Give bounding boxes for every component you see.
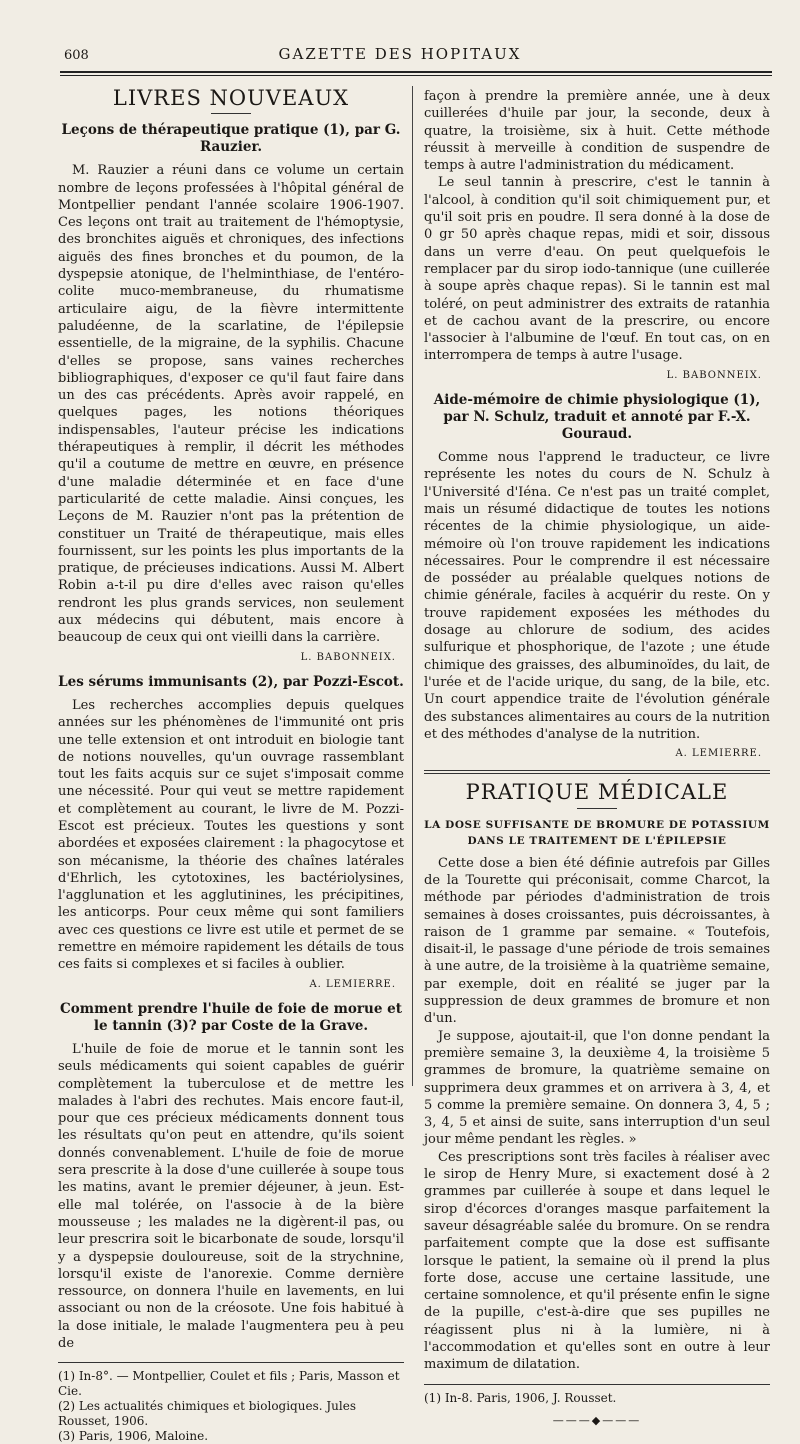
- book-title: Leçons de thérapeutique pratique (1), par G. Rauzier.: [61, 122, 401, 156]
- footnote: (1) In-8°. — Montpellier, Coulet et fils ; Paris, Masson et Cie.: [58, 1369, 400, 1399]
- column-divider: [412, 86, 413, 1086]
- footnote: (1) In-8. Paris, 1906, J. Rousset.: [424, 1390, 617, 1405]
- title-underline: [211, 113, 251, 114]
- running-title: GAZETTE DES HOPITAUX: [278, 45, 522, 63]
- review-body: L'huile de foie de morue et le tannin sont les seuls médicaments qui soient capables de guérir complètement la tuberculose et de mettre les malades à l'abri des rechutes. Mais encore faut-il, pour que ces précieux médicaments donnent tous les résultats qu'on peut en attendre, qu'ils soient donnés convenablement. L'huile de foie de morue sera prescrite à la dose d'une cuillerée à soupe tous les matins, avant le premier déjeuner, à jeun. Est-elle mal tolérée, on l'associe à de la bière mousseuse ; les malades ne la digèrent-il pas, ou leur prescrira soit le bicarbonate de soude, lorsqu'il y a dyspepsie douloureuse, soit de la strychnine, lorsqu'il existe de l'anorexie. Comme dernière ressource, on donnera l'huile en lavements, en lui associant ou non de la créosote. Une fois habitué à la dose initiale, le malade l'augmentera peu à peu de: [58, 1041, 404, 1351]
- review-signature: L. BABONNEIX.: [300, 651, 396, 663]
- review-body: Les recherches accomplies depuis quelques années sur les phénomènes de l'immunité ont pris une telle extension et ont introduit en biologie tant de notions nouvelles, qu'un ouvrage rassemblant tout les faits acquis sur ce sujet s'imposait comme une nécessité. Pour qui veut se mettre rapidement et complètement au courant, le livre de M. Pozzi-Escot est précieux. Toutes les questions y sont abordées et exposées clairement : la phagocytose et son mécanisme, la théorie des chaînes latérales d'Ehrlich, les cytotoxines, les bactériolysines, l'agglunation et les agglutinines, les précipitines, les anticorps. Pour ceux même qui sont familiers avec ces questions ce livre est utile et permet de se remettre en mémoire rapidement les détails de tous ces faits si complexes et si faciles à oublier.: [58, 697, 404, 973]
- footnote-rule: [58, 1362, 404, 1363]
- footnote: (2) Les actualités chimiques et biologiques. Jules Rousset, 1906.: [58, 1399, 356, 1429]
- section-title-livres: LIVRES NOUVEAUX: [112, 86, 350, 110]
- right-column: [424, 88, 770, 1429]
- page-number: 608: [64, 48, 89, 63]
- review-body-continued: façon à prendre la première année, une à deux cuillerées d'huile par jour, la seconde, deux à quatre, la troisième, six à huit. Cette méthode réussit à merveille à condition de suspendre de temps à autre l'administration du médicament.: [424, 89, 770, 174]
- article-title-line: DANS LE TRAITEMENT DE L'ÉPILEPSIE: [467, 834, 727, 847]
- section-title-pratique: PRATIQUE MÉDICALE: [465, 780, 729, 805]
- review-signature: A. LEMIERRE.: [309, 978, 396, 990]
- book-title: Comment prendre l'huile de foie de morue et le tannin (3)? par Coste de la Grave.: [60, 1000, 402, 1034]
- left-column: [58, 88, 404, 1444]
- footnotes: [58, 1369, 404, 1444]
- title-underline: [577, 808, 617, 809]
- review-body: Comme nous l'apprend le traducteur, ce livre représente les notes du cours de N. Schulz à l'Université d'Iéna. Ce n'est pas un traité complet, mais un résumé didactique de toutes les notions récentes de la chimie physiologique, un aide-mémoire où l'on trouve rapidement les indications nécessaires. Pour le comprendre il est nécessaire de posséder au préalable quelques notions de chimie générale, faciles à acquérir du reste. On y trouve rapidement exposées les méthodes du dosage au chlorure de sodium, des acides sulfurique et phosphorique, de l'azote ; une étude chimique des graisses, des albuminoïdes, du lait, de l'urée et de l'acide urique, du sang, de la bile, etc. Un court appendice traite de l'évolution générale des substances alimentaires au cours de la nutrition et des méthodes d'analyse de la nutrition.: [424, 450, 770, 742]
- section-separator: [424, 770, 770, 774]
- article-paragraph: Cette dose a bien été définie autrefois par Gilles de la Tourette qui préconisait, comme Charcot, la méthode par périodes d'administration de trois semaines à doses croissantes, puis décroissantes, à raison de 1 gramme par semaine. « Toutefois, disait-il, le passage d'une période de trois semaines à une autre, de la troisième à la quatrième semaine, par exemple, doit en réalité se juger par la suppression de deux grammes de bromure et non d'un.: [424, 855, 770, 1027]
- book-title: Les sérums immunisants (2), par Pozzi-Escot.: [58, 673, 404, 690]
- header-rule-thin: [60, 75, 772, 76]
- footnote: (3) Paris, 1906, Maloine.: [58, 1429, 209, 1444]
- article-paragraph: Je suppose, ajoutait-il, que l'on donne pendant la première semaine 3, la deuxième 4, la troisième 5 grammes de bromure, la quatrième semaine on supprimera deux grammes et on arrivera à 3, 4, et 5 comme la première semaine. On donnera 3, 4, 5 ; 3, 4, 5 et ainsi de suite, sans interruption d'un seul jour même pendant les règles. »: [424, 1028, 770, 1148]
- review-signature: A. LEMIERRE.: [675, 748, 762, 760]
- end-ornament: ———◆———: [552, 1413, 642, 1427]
- review-signature: L. BABONNEIX.: [666, 369, 762, 381]
- footnote-rule: [424, 1384, 770, 1385]
- review-body-continued: Le seul tannin à prescrire, c'est le tannin à l'alcool, à condition qu'il soit chimiquement pur, et qu'il soit pris en poudre. Il sera donné à la dose de 0 gr 50 après chaque repas, midi et soir, dissous dans un verre d'eau. On peut quelquefois le remplacer par du sirop iodo-tannique (une cuillerée à soupe après chaque repas). Si le tannin est mal toléré, on peut administrer des extraits de ratanhia et de cachou avant de la prescrire, ou encore l'associer à l'albumine de l'œuf. En tout cas, on en interrompera de temps à autre l'usage.: [424, 175, 770, 364]
- review-body: M. Rauzier a réuni dans ce volume un certain nombre de leçons professées à l'hôpital général de Montpellier pendant l'année scolaire 1906-1907. Ces leçons ont trait au traitement de l'hémoptysie, des bronchites aiguës et chroniques, des infections aiguës des fines bronches et du poumon, de la dyspepsie atonique, de l'helminthiase, de l'entéro-colite muco-membraneuse, du rhumatisme articulaire aigu, de la fièvre intermittente paludéenne, de la scarlatine, de l'épilepsie essentielle, de la migraine, de la syphilis. Chacune d'elles se propose, sans vaines recherches bibliographiques, d'exposer ce qu'il faut faire dans un des cas précédents. Après avoir rappelé, en quelques pages, les notions théoriques indispensables, l'auteur précise les indications thérapeutiques à remplir, il décrit les méthodes qu'il a coutume de mettre en œuvre, en présence d'une maladie déterminée et en face d'une particularité de cette maladie. Ainsi conçues, les Leçons de M. Rauzier n'ont pas la prétention de constituer un Traité de thérapeutique, mais elles fournissent, sur les points les plus importants de la pratique, de précieuses indications. Aussi M. Albert Robin a-t-il pu dire d'elles avec raison qu'elles rendront les plus grands services, non seulement aux médecins qui débutent, mais encore à beaucoup de ceux qui ont vieilli dans la carrière.: [58, 163, 404, 646]
- book-title: Aide-mémoire de chimie physiologique (1), par N. Schulz, traduit et annoté par F.-X. Gouraud.: [433, 392, 761, 443]
- article-title: [424, 817, 770, 849]
- header-rule: [60, 71, 772, 73]
- article-title-line: LA DOSE SUFFISANTE DE BROMURE DE POTASSIUM: [424, 818, 770, 831]
- article-paragraph: Ces prescriptions sont très faciles à réaliser avec le sirop de Henry Mure, si exactement dosé à 2 grammes par cuillerée à soupe et dans lequel le sirop d'écorces d'oranges masque parfaitement la saveur désagréable salée du bromure. On se rendra parfaitement compte que la dose est suffisante lorsque le patient, la semaine où il prend la plus forte dose, accuse une certaine lassitude, une certaine somnolence, et qu'il présente enfin le signe de la pupille, c'est-à-dire que ses pupilles ne réagissent plus ni à la lumière, ni à l'accommodation et qu'elles sont en outre à leur maximum de dilatation.: [424, 1149, 770, 1373]
